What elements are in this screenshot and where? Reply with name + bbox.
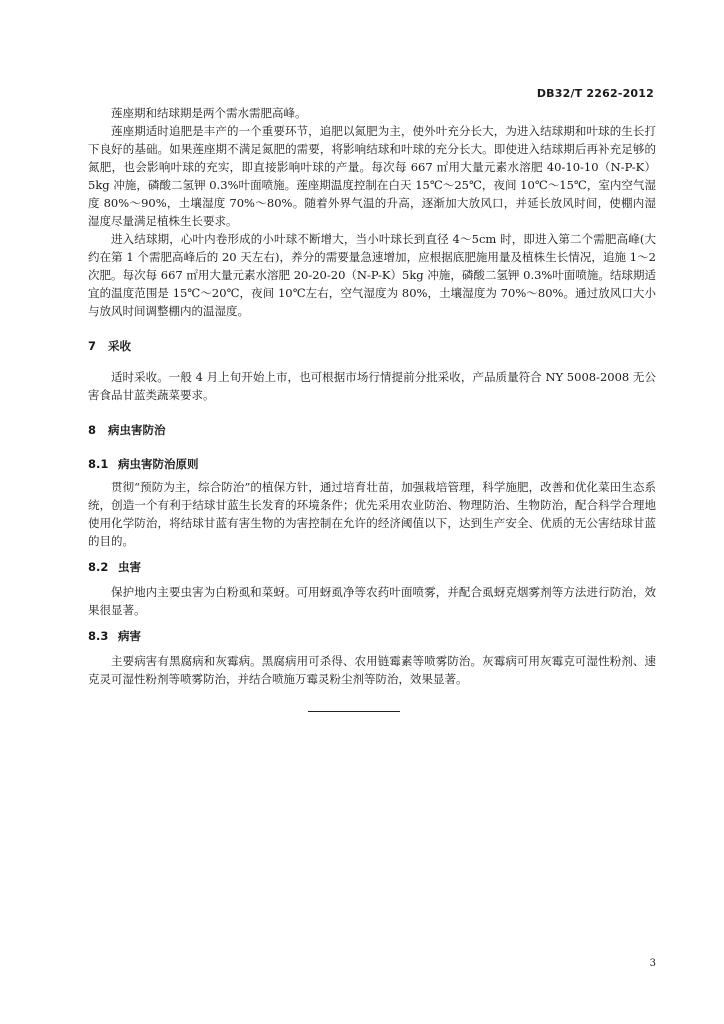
- section-7-heading: [88, 337, 656, 355]
- subsection-title: 虫害: [118, 560, 141, 574]
- paragraph-pest-principles: 贯彻“预防为主，综合防治”的植保方针，通过培育壮苗，加强栽培管理，科学施肥，改善和优化菜田生态系统，创造一个有利于结球甘蓝生长发育的环境条件；优先采用农业防治、物理防治、生物防治，配合科学合理地使用化学防治，将结球甘蓝有害生物的为害控制在允许的经济阈值以下，达到生产安全、优质的无公害结球甘蓝的目的。: [88, 480, 656, 548]
- paragraph-rosette-stage: 莲座期适时追肥是丰产的一个重要环节，追肥以氮肥为主，使外叶充分长大，为进入结球期和叶球的生长打下良好的基础。如果莲座期不满足氮肥的需要，将影响结球和叶球的充分长大。即使进入结球期后再补充足够的氮肥，也会影响叶球的充实，即直接影响叶球的产量。每次每 667 ㎡用大量元素水溶肥 40-10-10（N-P-K）5kg 冲施，磷酸二氢钾 0.3%叶面喷施。莲座期温度控制在白天 15℃～25℃，夜间 10℃～15℃，室内空气湿度 80%～90%，土壤湿度 70%～80%。随着外界气温的升高，逐渐加大放风口，并延长放风时间，使棚内湿湿度尽量满足植株生长要求。: [88, 124, 656, 228]
- subsection-number: 8.2: [88, 560, 109, 574]
- section-number: 8: [88, 423, 97, 437]
- section-title: 采收: [108, 339, 131, 353]
- document-code: DB32/T 2262-2012: [536, 87, 654, 100]
- section-8-3-heading: [88, 627, 656, 645]
- subsection-number: 8.1: [88, 457, 109, 471]
- paragraph-harvest: 适时采收。一般 4 月上旬开始上市，也可根据市场行情提前分批采收，产品质量符合 NY 5008-2008 无公害食品甘蓝类蔬菜要求。: [88, 370, 656, 402]
- page-number: 3: [649, 958, 656, 969]
- subsection-number: 8.3: [88, 629, 109, 643]
- document-body: [88, 104, 656, 688]
- end-of-document-rule: [308, 711, 400, 712]
- section-8-2-heading: [88, 558, 656, 576]
- section-8-1-heading: [88, 455, 656, 473]
- subsection-title: 病害: [118, 629, 141, 643]
- section-number: 7: [88, 339, 97, 353]
- subsection-title: 病虫害防治原则: [118, 457, 199, 471]
- paragraph-diseases: 主要病害有黑腐病和灰霉病。黑腐病用可杀得、农用链霉素等喷雾防治。灰霉病可用灰霉克可湿性粉剂、速克灵可湿性粉剂等喷雾防治，并结合喷施万霉灵粉尘剂等防治，效果显著。: [88, 654, 656, 686]
- paragraph-insect-pests: 保护地内主要虫害为白粉虱和菜蚜。可用蚜虱净等农药叶面喷雾，并配合虱蚜克烟雾剂等方法进行防治，效果很显著。: [88, 585, 656, 617]
- section-8-heading: [88, 421, 656, 439]
- paragraph-water-fertilizer-peaks: 莲座期和结球期是两个需水需肥高峰。: [111, 106, 307, 120]
- section-title: 病虫害防治: [108, 423, 166, 437]
- paragraph-heading-stage: 进入结球期，心叶内卷形成的小叶球不断增大，当小叶球长到直径 4～5cm 时，即进入第二个需肥高峰(大约在第 1 个需肥高峰后的 20 天左右)，养分的需要量急速增加，应根据底肥施用量及植株生长情况，追施 1～2 次肥。每次每 667 ㎡用大量元素水溶肥 20-20-20（N-P-K）5kg 冲施，磷酸二氢钾 0.3%叶面喷施。结球期适宜的温度范围是 15℃～20℃，夜间 10℃左右，空气湿度为 80%，土壤湿度为 70%～80%。通过放风口大小与放风时间调整棚内的温湿度。: [88, 232, 656, 318]
